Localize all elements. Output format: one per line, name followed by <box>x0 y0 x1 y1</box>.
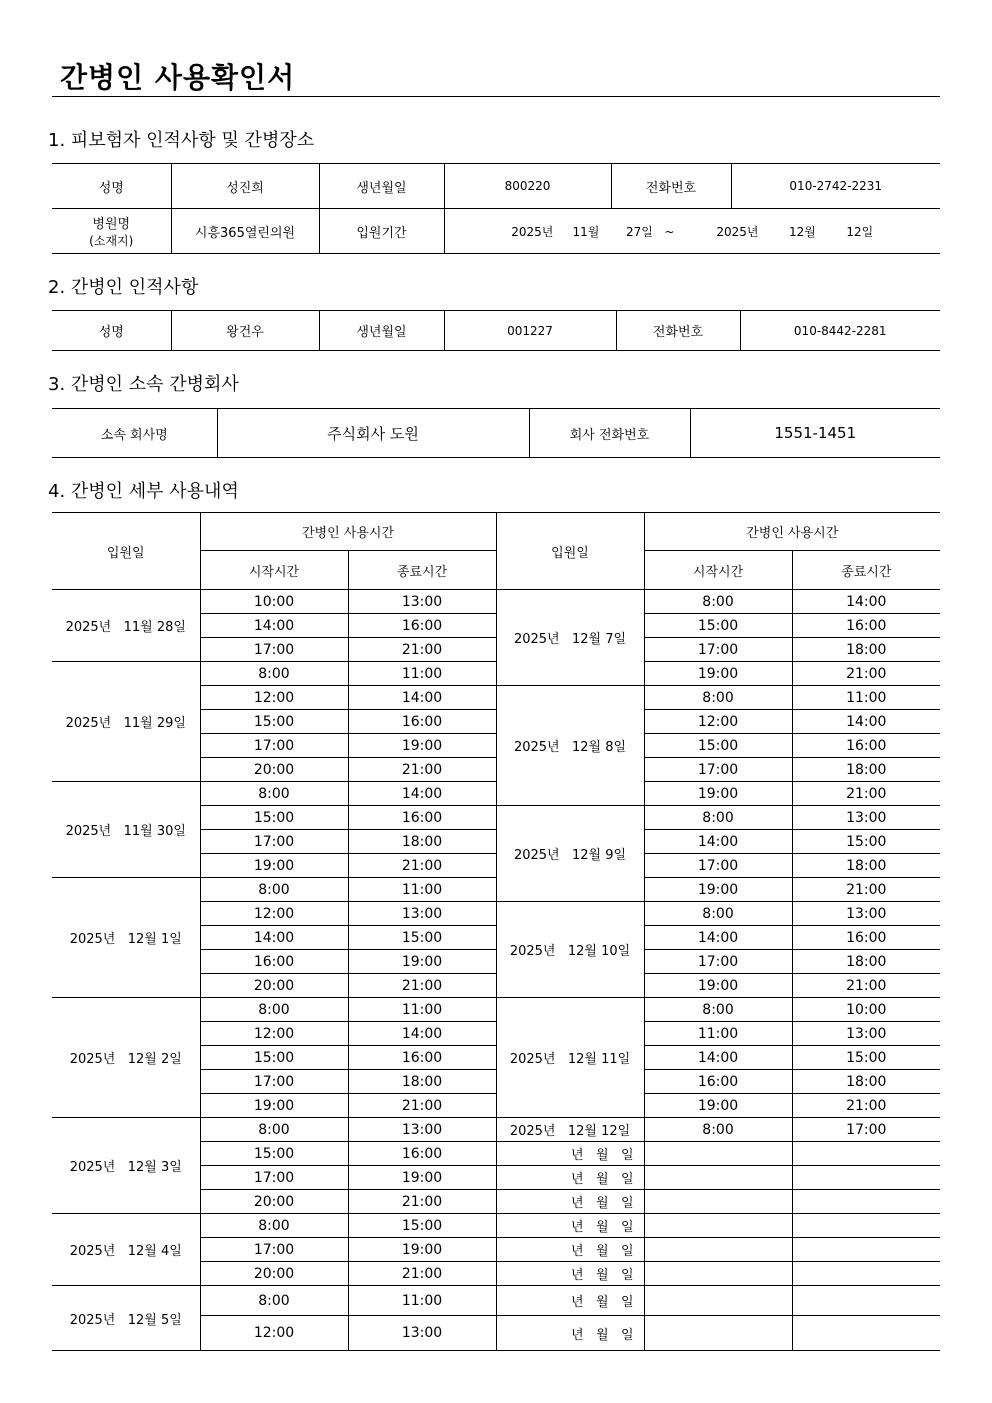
right-empty-start <box>644 1214 792 1238</box>
left-admission-date: 2025년 11월 28일 <box>52 590 200 662</box>
left-end-time: 21:00 <box>348 1190 496 1214</box>
left-admission-date: 2025년 12월 5일 <box>52 1286 200 1351</box>
right-start-time: 19:00 <box>644 1094 792 1118</box>
right-start-time: 11:00 <box>644 1022 792 1046</box>
left-admission-date: 2025년 12월 2일 <box>52 998 200 1118</box>
left-start-time: 17:00 <box>200 1166 348 1190</box>
left-start-time: 20:00 <box>200 1262 348 1286</box>
right-empty-start <box>644 1286 792 1316</box>
right-start-time: 17:00 <box>644 638 792 662</box>
left-end-time: 11:00 <box>348 1286 496 1316</box>
right-end-time: 16:00 <box>792 926 940 950</box>
page-title: 간병인 사용확인서 <box>60 61 296 94</box>
left-end-time: 16:00 <box>348 1142 496 1166</box>
right-empty-end <box>792 1190 940 1214</box>
left-end-time: 19:00 <box>348 1166 496 1190</box>
right-start-time: 14:00 <box>644 1046 792 1070</box>
right-empty-date: 년 월 일 <box>496 1316 644 1351</box>
left-end-time: 11:00 <box>348 878 496 902</box>
company-table <box>52 408 940 458</box>
right-end-header: 종료시간 <box>792 551 940 590</box>
right-empty-end <box>792 1286 940 1316</box>
right-empty-date: 년 월 일 <box>496 1190 644 1214</box>
left-end-time: 21:00 <box>348 758 496 782</box>
hospital-sub-label: (소재지) <box>89 234 134 248</box>
company-name: 주식회사 도원 <box>217 409 529 458</box>
right-empty-end <box>792 1238 940 1262</box>
right-end-time: 21:00 <box>792 878 940 902</box>
left-end-time: 13:00 <box>348 1316 496 1351</box>
left-end-time: 15:00 <box>348 1214 496 1238</box>
left-start-time: 8:00 <box>200 998 348 1022</box>
right-end-time: 17:00 <box>792 1118 940 1142</box>
right-admission-date: 2025년 12월 10일 <box>496 902 644 998</box>
left-end-time: 21:00 <box>348 1262 496 1286</box>
right-empty-date: 년 월 일 <box>496 1286 644 1316</box>
right-empty-end <box>792 1214 940 1238</box>
right-start-time: 19:00 <box>644 974 792 998</box>
left-start-time: 12:00 <box>200 686 348 710</box>
right-end-time: 21:00 <box>792 1094 940 1118</box>
table-row <box>52 1214 940 1238</box>
patient-info-table <box>52 163 940 254</box>
left-start-time: 17:00 <box>200 830 348 854</box>
right-admission-date: 2025년 12월 7일 <box>496 590 644 686</box>
left-start-time: 15:00 <box>200 806 348 830</box>
right-start-time: 8:00 <box>644 902 792 926</box>
hospital-name: 시흥365열린의원 <box>171 209 319 254</box>
table-row <box>52 1286 940 1316</box>
right-empty-end <box>792 1262 940 1286</box>
left-start-time: 20:00 <box>200 974 348 998</box>
right-empty-date: 년 월 일 <box>496 1238 644 1262</box>
left-end-time: 14:00 <box>348 782 496 806</box>
patient-name-label: 성명 <box>52 164 171 209</box>
right-start-time: 8:00 <box>644 806 792 830</box>
right-end-time: 21:00 <box>792 782 940 806</box>
company-label: 소속 회사명 <box>52 409 217 458</box>
left-admission-date: 2025년 11월 29일 <box>52 662 200 782</box>
left-start-time: 12:00 <box>200 1022 348 1046</box>
right-end-time: 16:00 <box>792 734 940 758</box>
caregiver-phone-label: 전화번호 <box>616 311 740 351</box>
right-empty-end <box>792 1166 940 1190</box>
usage-detail-table <box>52 512 940 1351</box>
left-start-time: 17:00 <box>200 734 348 758</box>
right-start-time: 16:00 <box>644 1070 792 1094</box>
caregiver-phone: 010-8442-2281 <box>740 311 940 351</box>
right-empty-end <box>792 1142 940 1166</box>
left-end-time: 13:00 <box>348 590 496 614</box>
left-end-time: 16:00 <box>348 806 496 830</box>
right-start-time: 8:00 <box>644 590 792 614</box>
right-empty-start <box>644 1142 792 1166</box>
left-end-time: 21:00 <box>348 854 496 878</box>
title-divider <box>52 96 940 97</box>
left-start-time: 10:00 <box>200 590 348 614</box>
left-end-time: 16:00 <box>348 1046 496 1070</box>
left-start-header: 시작시간 <box>200 551 348 590</box>
right-start-time: 19:00 <box>644 878 792 902</box>
right-empty-start <box>644 1190 792 1214</box>
right-admission-date: 2025년 12월 8일 <box>496 686 644 806</box>
left-start-time: 8:00 <box>200 782 348 806</box>
right-end-time: 13:00 <box>792 806 940 830</box>
patient-name: 성진희 <box>171 164 319 209</box>
patient-birth-label: 생년월일 <box>319 164 444 209</box>
left-start-time: 8:00 <box>200 1118 348 1142</box>
section3-heading: 3. 간병인 소속 간병회사 <box>48 374 239 395</box>
patient-birth: 800220 <box>444 164 611 209</box>
left-start-time: 14:00 <box>200 926 348 950</box>
left-end-time: 19:00 <box>348 1238 496 1262</box>
right-end-time: 18:00 <box>792 638 940 662</box>
right-time-header: 간병인 사용시간 <box>644 513 940 551</box>
right-end-time: 14:00 <box>792 590 940 614</box>
left-start-time: 20:00 <box>200 1190 348 1214</box>
table-row <box>52 998 940 1022</box>
left-end-time: 19:00 <box>348 734 496 758</box>
left-end-time: 15:00 <box>348 926 496 950</box>
admission-period: 2025년 11월 27일 ~ 2025년 12월 12일 <box>444 209 940 254</box>
right-start-header: 시작시간 <box>644 551 792 590</box>
right-date-header: 입원일 <box>496 513 644 590</box>
right-start-time: 14:00 <box>644 926 792 950</box>
left-start-time: 15:00 <box>200 710 348 734</box>
right-end-time: 18:00 <box>792 950 940 974</box>
left-start-time: 17:00 <box>200 638 348 662</box>
right-end-time: 15:00 <box>792 1046 940 1070</box>
left-start-time: 17:00 <box>200 1238 348 1262</box>
right-end-time: 18:00 <box>792 854 940 878</box>
left-start-time: 12:00 <box>200 902 348 926</box>
right-empty-start <box>644 1238 792 1262</box>
caregiver-name: 왕건우 <box>171 311 319 351</box>
section2-heading: 2. 간병인 인적사항 <box>48 277 199 298</box>
right-start-time: 8:00 <box>644 1118 792 1142</box>
right-admission-date: 2025년 12월 9일 <box>496 806 644 902</box>
caregiver-birth: 001227 <box>444 311 616 351</box>
left-end-time: 13:00 <box>348 902 496 926</box>
right-start-time: 19:00 <box>644 662 792 686</box>
right-end-time: 13:00 <box>792 1022 940 1046</box>
left-end-time: 18:00 <box>348 1070 496 1094</box>
hospital-label-cell <box>52 209 171 254</box>
right-start-time: 19:00 <box>644 782 792 806</box>
left-start-time: 8:00 <box>200 1214 348 1238</box>
right-start-time: 8:00 <box>644 998 792 1022</box>
left-start-time: 8:00 <box>200 878 348 902</box>
right-empty-date: 년 월 일 <box>496 1214 644 1238</box>
company-tel-label: 회사 전화번호 <box>529 409 690 458</box>
left-admission-date: 2025년 12월 3일 <box>52 1118 200 1214</box>
caregiver-birth-label: 생년월일 <box>319 311 444 351</box>
left-end-time: 16:00 <box>348 614 496 638</box>
right-start-time: 17:00 <box>644 758 792 782</box>
right-end-time: 21:00 <box>792 662 940 686</box>
left-start-time: 8:00 <box>200 1286 348 1316</box>
left-admission-date: 2025년 12월 1일 <box>52 878 200 998</box>
right-end-time: 18:00 <box>792 1070 940 1094</box>
right-end-time: 13:00 <box>792 902 940 926</box>
right-empty-date: 년 월 일 <box>496 1142 644 1166</box>
table-row <box>52 1118 940 1142</box>
right-empty-start <box>644 1262 792 1286</box>
left-end-time: 13:00 <box>348 1118 496 1142</box>
table-row <box>52 590 940 614</box>
left-end-time: 21:00 <box>348 638 496 662</box>
left-end-time: 11:00 <box>348 998 496 1022</box>
hospital-label: 병원명 <box>92 217 131 232</box>
right-end-time: 10:00 <box>792 998 940 1022</box>
left-start-time: 15:00 <box>200 1142 348 1166</box>
left-end-time: 11:00 <box>348 662 496 686</box>
right-start-time: 15:00 <box>644 614 792 638</box>
right-end-time: 11:00 <box>792 686 940 710</box>
right-start-time: 17:00 <box>644 950 792 974</box>
left-time-header: 간병인 사용시간 <box>200 513 496 551</box>
left-start-time: 16:00 <box>200 950 348 974</box>
left-end-time: 21:00 <box>348 974 496 998</box>
right-empty-start <box>644 1166 792 1190</box>
section4-heading: 4. 간병인 세부 사용내역 <box>48 481 239 502</box>
left-start-time: 15:00 <box>200 1046 348 1070</box>
right-end-time: 14:00 <box>792 710 940 734</box>
right-empty-end <box>792 1316 940 1351</box>
left-end-time: 14:00 <box>348 1022 496 1046</box>
right-end-time: 16:00 <box>792 614 940 638</box>
left-end-time: 19:00 <box>348 950 496 974</box>
company-tel: 1551-1451 <box>690 409 940 458</box>
right-empty-date: 년 월 일 <box>496 1166 644 1190</box>
left-end-time: 18:00 <box>348 830 496 854</box>
left-start-time: 19:00 <box>200 1094 348 1118</box>
right-end-time: 15:00 <box>792 830 940 854</box>
right-end-time: 21:00 <box>792 974 940 998</box>
left-start-time: 19:00 <box>200 854 348 878</box>
patient-phone: 010-2742-2231 <box>731 164 940 209</box>
section1-heading: 1. 피보험자 인적사항 및 간병장소 <box>48 130 315 151</box>
left-end-time: 14:00 <box>348 686 496 710</box>
left-end-time: 16:00 <box>348 710 496 734</box>
left-end-header: 종료시간 <box>348 551 496 590</box>
patient-phone-label: 전화번호 <box>611 164 731 209</box>
left-admission-date: 2025년 12월 4일 <box>52 1214 200 1286</box>
right-start-time: 17:00 <box>644 854 792 878</box>
right-start-time: 12:00 <box>644 710 792 734</box>
left-admission-date: 2025년 11월 30일 <box>52 782 200 878</box>
right-admission-date: 2025년 12월 12일 <box>496 1118 644 1142</box>
right-start-time: 8:00 <box>644 686 792 710</box>
left-start-time: 14:00 <box>200 614 348 638</box>
left-end-time: 21:00 <box>348 1094 496 1118</box>
right-empty-date: 년 월 일 <box>496 1262 644 1286</box>
right-admission-date: 2025년 12월 11일 <box>496 998 644 1118</box>
period-label: 입원기간 <box>319 209 444 254</box>
caregiver-name-label: 성명 <box>52 311 171 351</box>
left-start-time: 8:00 <box>200 662 348 686</box>
right-empty-start <box>644 1316 792 1351</box>
right-start-time: 14:00 <box>644 830 792 854</box>
left-start-time: 12:00 <box>200 1316 348 1351</box>
left-start-time: 20:00 <box>200 758 348 782</box>
caregiver-info-table <box>52 310 940 351</box>
left-date-header: 입원일 <box>52 513 200 590</box>
right-end-time: 18:00 <box>792 758 940 782</box>
right-start-time: 15:00 <box>644 734 792 758</box>
left-start-time: 17:00 <box>200 1070 348 1094</box>
